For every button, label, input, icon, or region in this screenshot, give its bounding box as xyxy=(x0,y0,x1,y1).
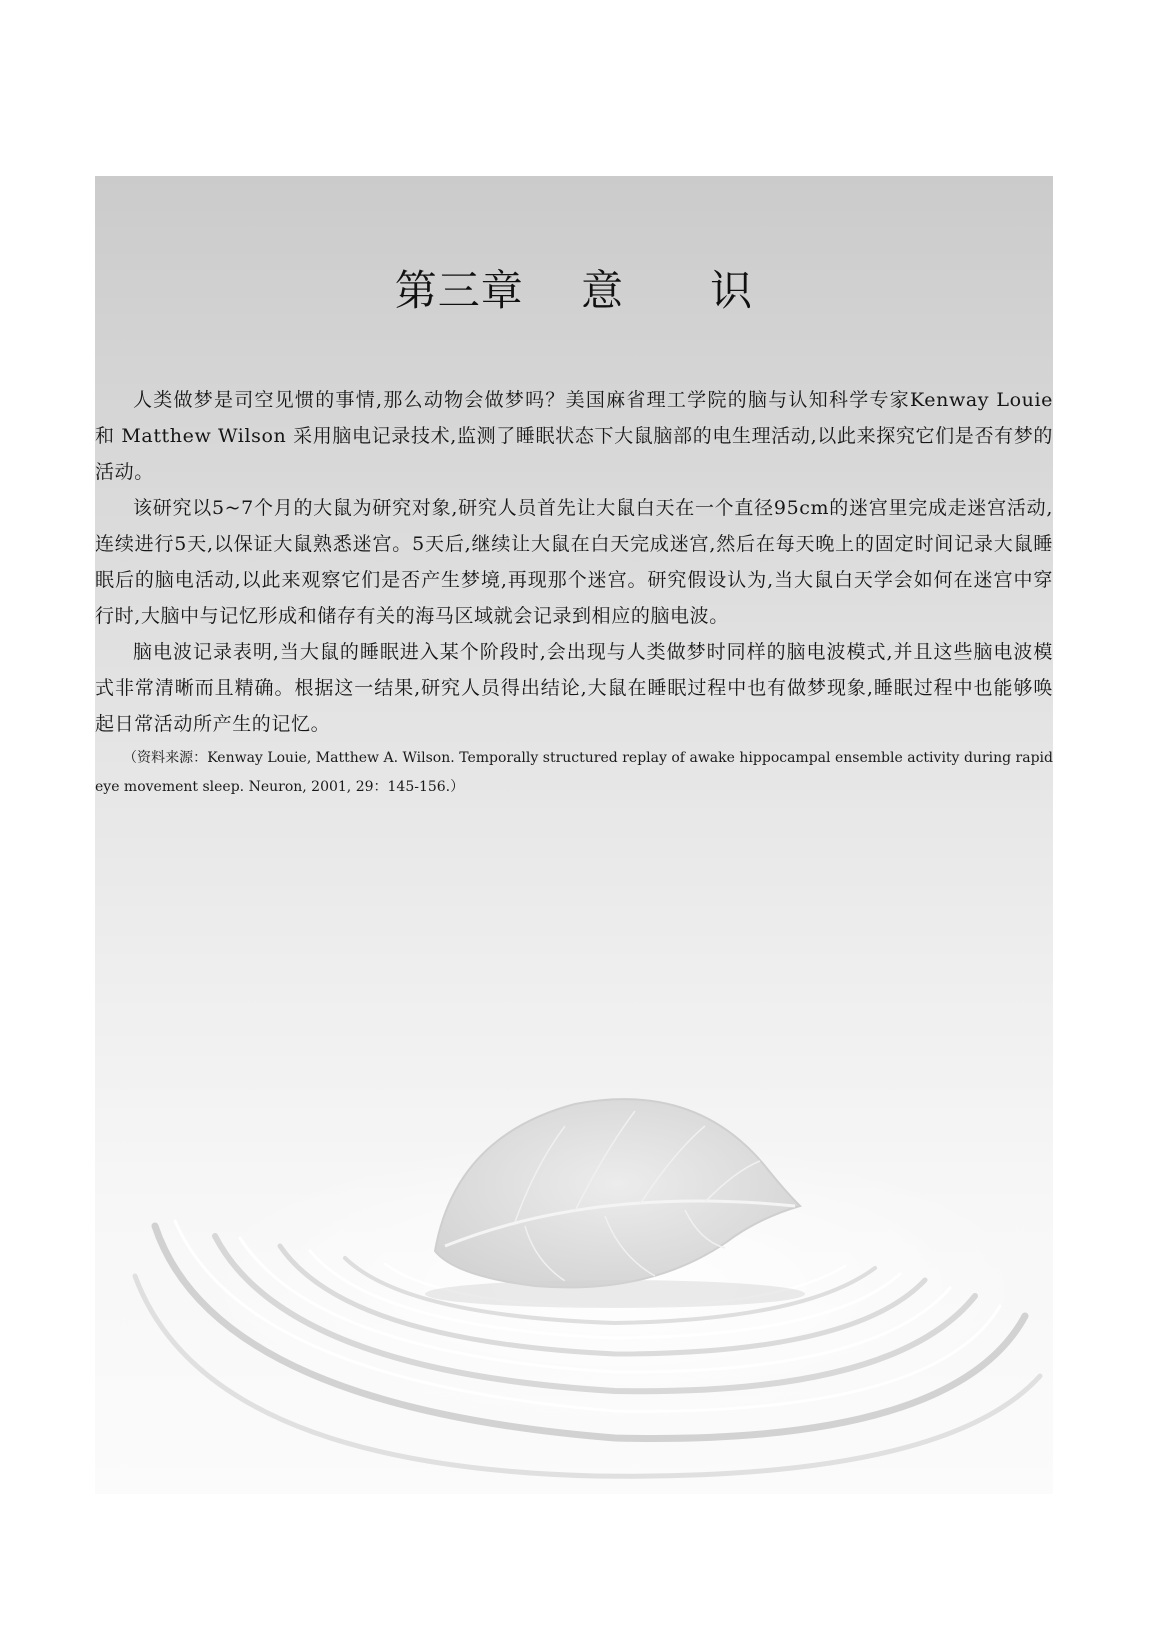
body-paragraph: 人类做梦是司空见惯的事情,那么动物会做梦吗？美国麻省理工学院的脑与认知科学专家Kenway Louie 和 Matthew Wilson 采用脑电记录技术,监测了睡眠状态下大鼠脑部的电生理活动,以此来探究它们是否有梦的活动。 xyxy=(95,389,1053,483)
chapter-page-panel xyxy=(95,176,1053,1494)
body-paragraph: 脑电波记录表明,当大鼠的睡眠进入某个阶段时,会出现与人类做梦时同样的脑电波模式,并且这些脑电波模式非常清晰而且精确。根据这一结果,研究人员得出结论,大鼠在睡眠过程中也有做梦现象,睡眠过程中也能够唤起日常活动所产生的记忆。 xyxy=(95,641,1053,735)
chapter-title: 第三章 意 识 xyxy=(394,266,754,315)
source-citation: （资料来源：Kenway Louie, Matthew A. Wilson. Temporally structured replay of awake hippocampal ensemble activity during rapid eye movement sleep. Neuron, 2001, 29：145-156.） xyxy=(95,750,1053,795)
body-paragraph: 该研究以5~7个月的大鼠为研究对象,研究人员首先让大鼠白天在一个直径95cm的迷宫里完成走迷宫活动,连续进行5天,以保证大鼠熟悉迷宫。5天后,继续让大鼠在白天完成迷宫,然后在每天晚上的固定时间记录大鼠睡眠后的脑电活动,以此来观察它们是否产生梦境,再现那个迷宫。研究假设认为,当大鼠白天学会如何在迷宫中穿行时,大脑中与记忆形成和储存有关的海马区域就会记录到相应的脑电波。 xyxy=(95,497,1053,627)
leaf-on-water-illustration xyxy=(95,176,1053,1494)
chapter-body xyxy=(95,382,1053,802)
